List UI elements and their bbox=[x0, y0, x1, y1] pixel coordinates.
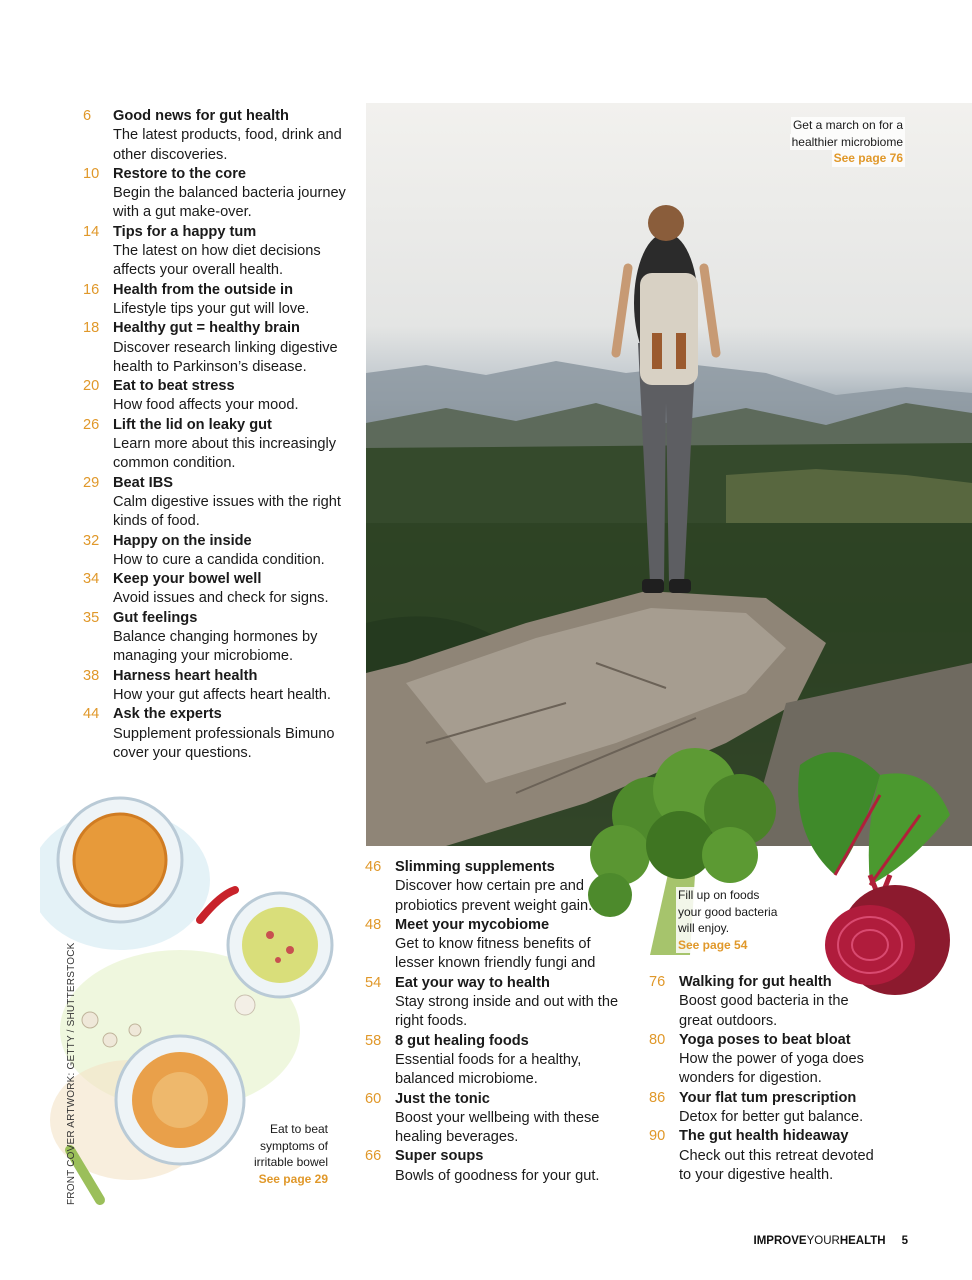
toc-page-number: 38 bbox=[83, 667, 100, 684]
toc-title: Slimming supplements bbox=[395, 859, 555, 875]
toc-title: Walking for gut health bbox=[679, 974, 832, 990]
toc-item[interactable] bbox=[83, 377, 353, 416]
toc-page-number: 48 bbox=[365, 916, 382, 933]
toc-page-number: 20 bbox=[83, 378, 100, 395]
toc-description: How your gut affects heart health. bbox=[113, 686, 331, 703]
toc-page-number: 29 bbox=[83, 474, 100, 491]
toc-title: Gut feelings bbox=[113, 609, 198, 626]
toc-item[interactable] bbox=[83, 319, 353, 377]
toc-title: Your flat tum prescription bbox=[679, 1089, 857, 1106]
toc-item[interactable] bbox=[649, 1031, 879, 1089]
toc-item[interactable] bbox=[365, 916, 620, 974]
toc-description: Boost good bacteria in the great outdoors. bbox=[679, 993, 849, 1029]
brand-your: YOUR bbox=[806, 1235, 840, 1247]
photo-caption-food bbox=[676, 887, 779, 953]
toc-page-number: 35 bbox=[83, 609, 100, 626]
toc-item[interactable] bbox=[83, 532, 353, 571]
page-footer bbox=[754, 1235, 908, 1247]
toc-description: Bowls of goodness for your gut. bbox=[395, 1167, 600, 1184]
toc-description: Avoid issues and check for signs. bbox=[113, 590, 329, 607]
toc-item[interactable] bbox=[365, 1032, 620, 1090]
toc-page-number: 16 bbox=[83, 281, 100, 298]
toc-description: Discover research linking digestive health to Parkinson’s disease. bbox=[113, 339, 338, 375]
toc-description: Stay strong inside and out with the right foods. bbox=[395, 994, 619, 1030]
toc-item[interactable] bbox=[649, 973, 879, 1031]
toc-title: The gut health hideaway bbox=[679, 1128, 849, 1145]
toc-item[interactable] bbox=[83, 705, 353, 763]
toc-title: Healthy gut = healthy brain bbox=[113, 320, 300, 337]
toc-description: Begin the balanced bacteria journey with a gut make-over. bbox=[113, 185, 346, 221]
caption-line: Eat to beat bbox=[269, 1122, 328, 1136]
toc-title: Yoga poses to beat bloat bbox=[679, 1031, 851, 1048]
toc-description: Check out this retreat devoted to your digestive health. bbox=[679, 1147, 874, 1183]
see-page-link[interactable]: See page 54 bbox=[678, 937, 748, 952]
brand-improve: IMPROVE bbox=[753, 1235, 807, 1247]
toc-page-number: 34 bbox=[83, 571, 100, 588]
toc-description: How to cure a candida condition. bbox=[113, 551, 325, 568]
toc-title: Keep your bowel well bbox=[113, 571, 262, 588]
toc-title: Just the tonic bbox=[395, 1090, 490, 1107]
toc-page-number: 60 bbox=[365, 1090, 382, 1107]
page-number: 5 bbox=[901, 1235, 908, 1247]
toc-item[interactable] bbox=[83, 223, 353, 281]
toc-description: The latest on how diet decisions affects your overall health. bbox=[113, 243, 321, 279]
toc-item[interactable] bbox=[83, 165, 353, 223]
toc-description: Balance changing hormones by managing your microbiome. bbox=[113, 629, 318, 665]
toc-list-middle bbox=[365, 858, 620, 1186]
toc-item[interactable] bbox=[83, 570, 353, 609]
toc-list-right bbox=[649, 973, 879, 1185]
toc-title: Super soups bbox=[395, 1148, 484, 1165]
toc-description: Learn more about this increasingly common condition. bbox=[113, 436, 337, 472]
toc-title: Tips for a happy tum bbox=[113, 223, 257, 240]
caption-line: Fill up on foods bbox=[678, 888, 760, 902]
toc-page-number: 76 bbox=[649, 974, 666, 990]
toc-title: Eat your way to health bbox=[395, 974, 550, 991]
toc-page-number: 32 bbox=[83, 532, 100, 549]
caption-line: symptoms of bbox=[259, 1138, 328, 1153]
toc-description: Discover how certain pre and probiotics prevent weight gain. bbox=[395, 878, 593, 914]
toc-page-number: 66 bbox=[365, 1148, 382, 1165]
toc-title: Restore to the core bbox=[113, 165, 246, 182]
toc-title: 8 gut healing foods bbox=[395, 1032, 529, 1049]
toc-item[interactable] bbox=[83, 416, 353, 474]
toc-page-number: 26 bbox=[83, 416, 100, 433]
toc-page-number: 54 bbox=[365, 974, 382, 991]
photo-caption-hike bbox=[790, 117, 905, 167]
toc-list-left bbox=[83, 107, 353, 763]
toc-item[interactable] bbox=[649, 1089, 879, 1128]
caption-line: irritable bowel bbox=[253, 1155, 328, 1169]
brand-health: HEALTH bbox=[839, 1235, 886, 1247]
toc-title: Health from the outside in bbox=[113, 281, 293, 298]
see-page-link[interactable]: See page 76 bbox=[833, 151, 903, 165]
toc-item[interactable] bbox=[365, 1090, 620, 1148]
toc-page-number: 58 bbox=[365, 1032, 382, 1049]
toc-title: Beat IBS bbox=[113, 474, 174, 491]
toc-item[interactable] bbox=[83, 107, 353, 165]
toc-title: Eat to beat stress bbox=[113, 378, 235, 395]
toc-title: Ask the experts bbox=[113, 706, 222, 723]
toc-description: Supplement professionals Bimuno cover your questions. bbox=[113, 725, 335, 761]
toc-item[interactable] bbox=[365, 858, 620, 916]
photo-caption-ibs bbox=[240, 1121, 328, 1187]
see-page-link[interactable]: See page 29 bbox=[258, 1171, 328, 1186]
toc-item[interactable] bbox=[649, 1127, 879, 1185]
toc-description: The latest products, food, drink and other discoveries. bbox=[113, 127, 342, 163]
caption-line: Get a march on for a bbox=[792, 118, 903, 132]
toc-page-number: 6 bbox=[83, 108, 92, 124]
toc-description: Lifestyle tips your gut will love. bbox=[113, 300, 310, 317]
toc-title: Good news for gut health bbox=[113, 108, 289, 124]
toc-title: Meet your mycobiome bbox=[395, 916, 550, 933]
toc-title: Harness heart health bbox=[113, 667, 258, 684]
toc-title: Happy on the inside bbox=[113, 532, 252, 549]
toc-item[interactable] bbox=[365, 1147, 620, 1186]
toc-title: Lift the lid on leaky gut bbox=[113, 416, 272, 433]
caption-line: healthier microbiome bbox=[791, 134, 903, 149]
toc-description: Detox for better gut balance. bbox=[679, 1109, 864, 1126]
toc-item[interactable] bbox=[365, 974, 620, 1032]
toc-description: How food affects your mood. bbox=[113, 397, 299, 414]
toc-description: Get to know fitness benefits of lesser known friendly fungi and bbox=[395, 936, 596, 972]
toc-item[interactable] bbox=[83, 667, 353, 706]
toc-description: Boost your wellbeing with these healing beverages. bbox=[395, 1109, 600, 1146]
toc-item[interactable] bbox=[83, 281, 353, 320]
toc-page-number: 46 bbox=[365, 859, 382, 875]
toc-description: How the power of yoga does wonders for digestion. bbox=[679, 1051, 864, 1087]
toc-item[interactable] bbox=[83, 474, 353, 532]
toc-item[interactable] bbox=[83, 609, 353, 667]
toc-page-number: 44 bbox=[83, 706, 100, 723]
toc-page-number: 86 bbox=[649, 1089, 666, 1106]
toc-page-number: 80 bbox=[649, 1031, 666, 1048]
toc-page-number: 14 bbox=[83, 223, 100, 240]
broccoli-beetroot-illustration bbox=[580, 735, 972, 995]
toc-description: Essential foods for a healthy, balanced microbiome. bbox=[395, 1051, 582, 1088]
toc-page-number: 18 bbox=[83, 320, 100, 337]
toc-page-number: 10 bbox=[83, 165, 100, 182]
caption-line: your good bacteria bbox=[678, 904, 778, 919]
caption-line: will enjoy. bbox=[678, 921, 730, 935]
artwork-credit: FRONT COVER ARTWORK: GETTY / SHUTTERSTOCK bbox=[66, 942, 77, 1205]
toc-description: Calm digestive issues with the right kinds of food. bbox=[113, 493, 341, 530]
toc-page-number: 90 bbox=[649, 1128, 666, 1145]
